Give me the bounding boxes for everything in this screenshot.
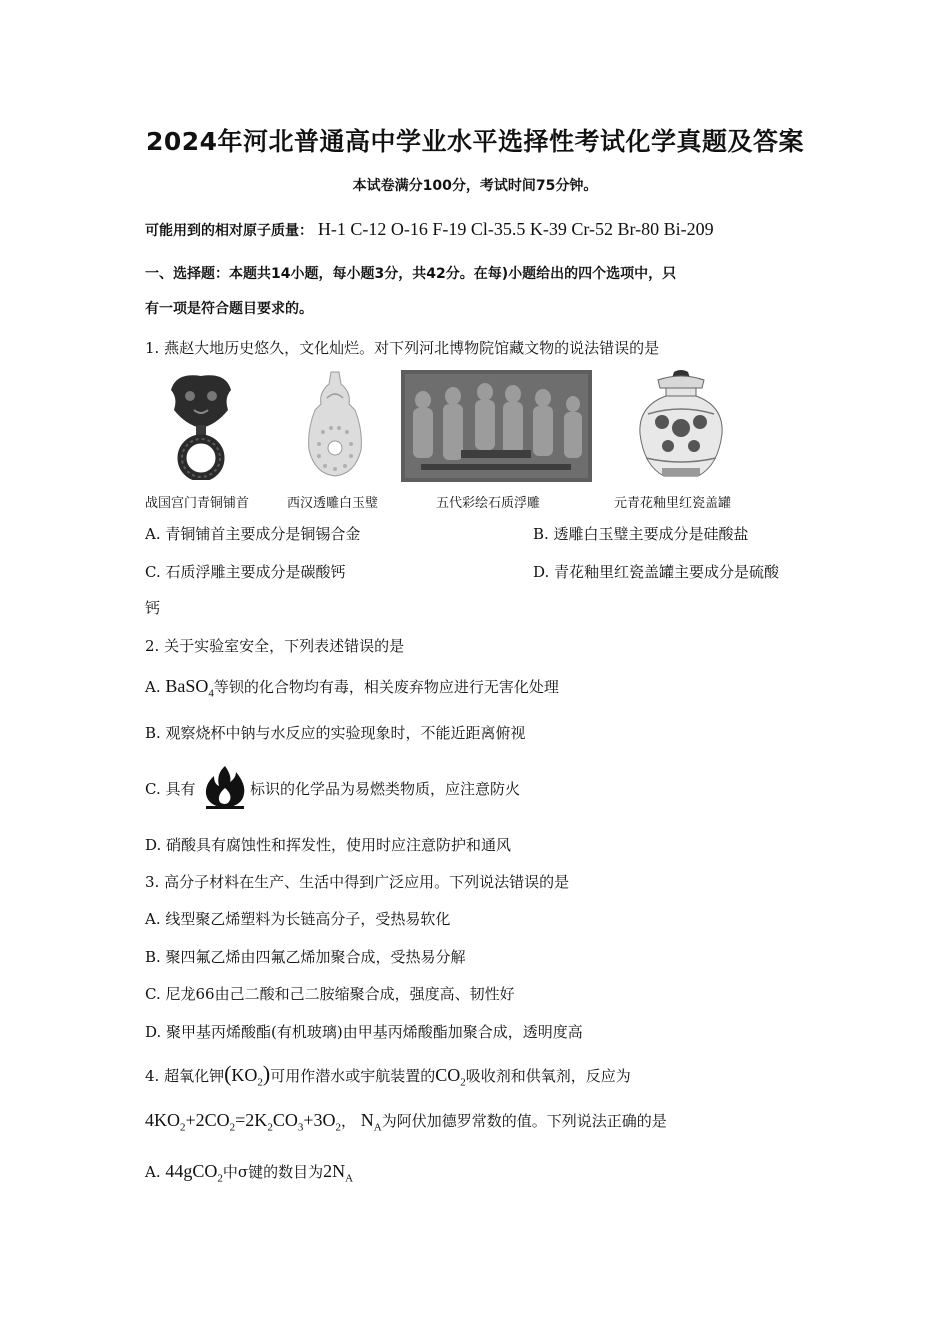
eq-term-2: +2CO [185,1110,230,1130]
q3-stem: 3. 高分子材料在生产、生活中得到广泛应用。下列说法错误的是 [145,873,570,891]
q2-option-c-post: 标识的化学品为易燃类物质，应注意防火 [250,780,521,798]
eq-sub-3: 2 [267,1121,273,1134]
eq-term-4: CO [272,1110,298,1130]
bronze-knocker-image [166,370,236,480]
q1-option-d-wrap: 钙 [145,599,161,617]
q2-option-c-pre: C. 具有 [145,780,196,798]
q4-a-f2-base: 2N [323,1161,346,1181]
eq-sub-4: 3 [297,1121,304,1134]
q1-option-b: B. 透雕白玉璧主要成分是硅酸盐 [533,525,749,543]
q2-option-b: B. 观察烧杯中钠与水反应的实验现象时，不能近距离俯视 [145,724,526,742]
eq-term-5: +3O [303,1110,336,1130]
q4-stem-mid: 可用作潜水或宇航装置的 [270,1067,436,1085]
caption-bronze-knocker: 战国宫门青铜铺首 [145,496,250,511]
q1-option-d: D. 青花釉里红瓷盖罐主要成分是硫酸 [533,563,780,581]
q4-option-a [145,1161,353,1185]
co2-subscript: 2 [460,1076,466,1089]
q4-a-f1-base: 44gCO [165,1161,218,1181]
q4-equation-line [145,1110,667,1134]
q4-stem-pre: 4. 超氧化钾 [145,1067,225,1085]
caption-porcelain-jar: 元青花釉里红瓷盖罐 [614,496,732,511]
na-base: N [360,1110,374,1130]
q2-stem: 2. 关于实验室安全，下列表述错误的是 [145,637,405,655]
q3-option-d: D. 聚甲基丙烯酸酯(有机玻璃)由甲基丙烯酸酯加聚合成，透明度高 [145,1023,583,1041]
ko2-subscript: 2 [257,1076,263,1089]
atomic-mass-label: 可能用到的相对原子质量： [145,223,313,239]
exam-subtitle: 本试卷满分100分，考试时间75分钟。 [352,178,598,194]
eq-sub-2: 2 [229,1121,236,1134]
q1-option-a: A. 青铜铺首主要成分是铜锡合金 [145,525,361,543]
na-symbol [360,1110,382,1134]
q1-stem: 1. 燕赵大地历史悠久，文化灿烂。对下列河北博物院馆藏文物的说法错误的是 [145,339,660,357]
eq-sub-5: 2 [335,1121,341,1134]
ko2-base: KO [231,1065,258,1085]
baso4-subscript: 4 [208,687,214,700]
q4-a-f2-sub: A [345,1172,354,1185]
porcelain-jar-image [636,370,726,482]
q2-option-c [145,778,195,799]
q4-stem-post: 吸收剂和供氧剂，反应为 [465,1067,631,1085]
q4-a-f1-sub: 2 [217,1172,223,1185]
na-subscript: A [373,1121,382,1134]
paren-open: ( [224,1061,232,1086]
eq-term-3: =2K [235,1110,268,1130]
q2-option-a-text: 等钡的化合物均有毒，相关废弃物应进行无害化处理 [213,678,559,696]
co2-formula [435,1065,466,1089]
section-heading-line2: 有一项是符合题目要求的。 [145,301,313,317]
ko2-formula [231,1065,263,1089]
paren-close: ) [262,1061,271,1086]
eq-term-1: 4KO [145,1110,180,1130]
stone-relief-image [401,370,592,482]
caption-jade-disc: 西汉透雕白玉璧 [287,496,379,511]
q4-option-a-label: A. [145,1163,161,1181]
q4-a-formula-1 [165,1161,223,1185]
eq-comma: ， [340,1112,356,1130]
jade-disc-image [305,370,365,480]
atomic-mass-values: H-1 C-12 O-16 F-19 Cl-35.5 K-39 Cr-52 Br-80 Bi-209 [317,219,714,239]
baso4-base: BaSO [165,676,209,696]
section-heading-line1: 一、选择题：本题共14小题，每小题3分，共42分。在每)小题给出的四个选项中，只 [145,266,677,282]
eq-sub-1: 2 [180,1121,186,1134]
q2-option-a-label: A. [145,678,161,696]
q1-option-c: C. 石质浮雕主要成分是碳酸钙 [145,563,346,581]
flammable-icon [202,764,248,810]
baso4-formula [165,676,214,700]
q4-stem [145,1061,631,1089]
reaction-equation [145,1110,341,1134]
q2-option-d: D. 硝酸具有腐蚀性和挥发性，使用时应注意防护和通风 [145,836,512,854]
atomic-mass-line [145,219,714,240]
q4-eq-text: 为阿伏加德罗常数的值。下列说法正确的是 [381,1112,667,1130]
exam-title: 2024年河北普通高中学业水平选择性考试化学真题及答案 [145,127,805,156]
co2-base: CO [435,1065,461,1085]
caption-stone-relief: 五代彩绘石质浮雕 [436,496,541,511]
q2-option-a [145,676,559,700]
q3-option-c: C. 尼龙66由己二酸和己二胺缩聚合成，强度高、韧性好 [145,985,515,1003]
q3-option-a: A. 线型聚乙烯塑料为长链高分子，受热易软化 [145,910,451,928]
q4-a-formula-2 [323,1161,354,1185]
q3-option-b: B. 聚四氟乙烯由四氟乙烯加聚合成，受热易分解 [145,948,466,966]
q4-option-a-mid: 中σ键的数目为 [222,1163,324,1181]
